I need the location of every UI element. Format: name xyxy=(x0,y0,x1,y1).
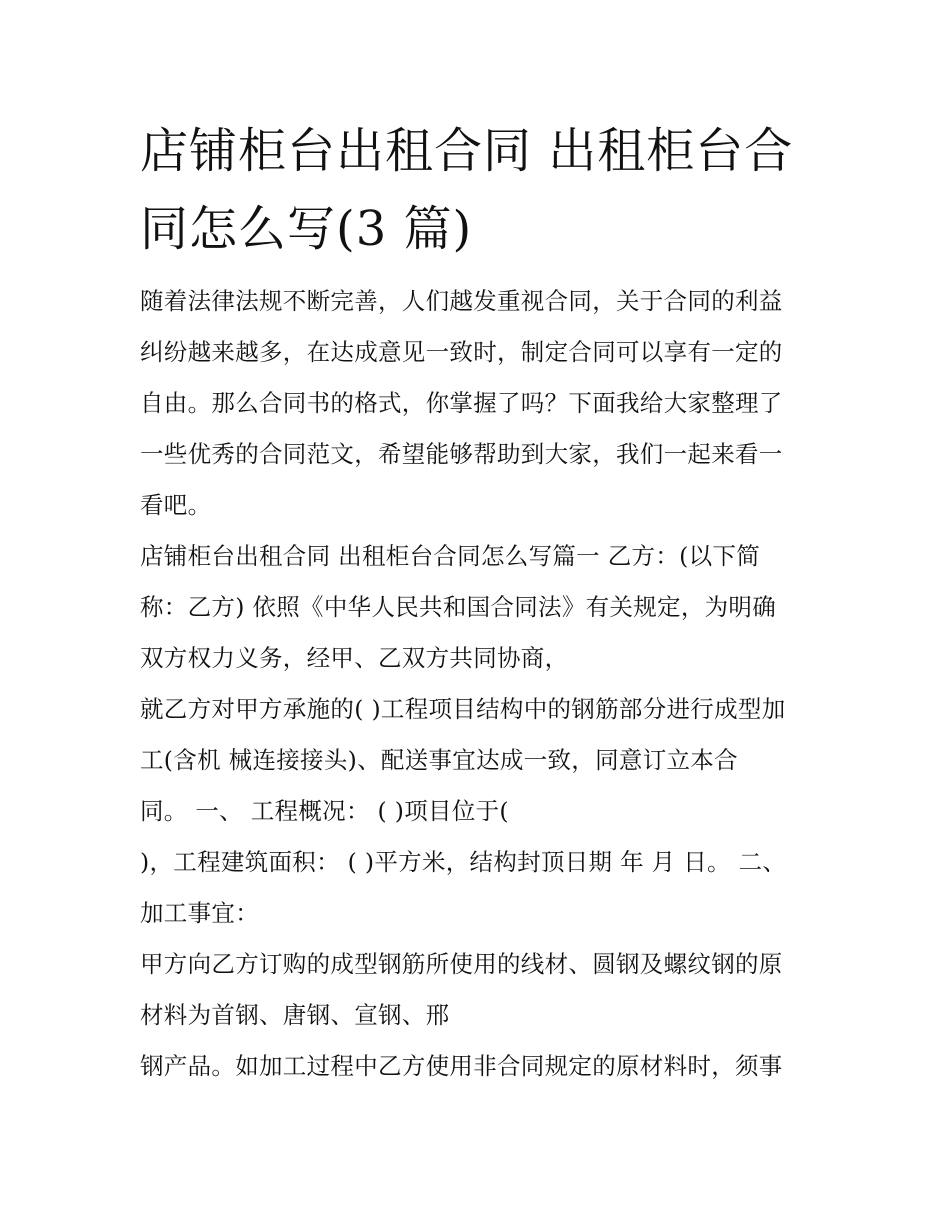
body-line: 同。 一、 工程概况： ( )项目位于( xyxy=(140,797,509,825)
body-line: 就乙方对甲方承施的( )工程项目结构中的钢筋部分进行成型加 xyxy=(140,695,786,723)
document-title xyxy=(140,112,830,268)
body-line: 纠纷越来越多，在达成意见一致时，制定合同可以享有一定的 xyxy=(140,338,783,366)
body-line: 甲方向乙方订购的成型钢筋所使用的线材、圆钢及螺纹钢的原 xyxy=(140,950,783,978)
body-line: 钢产品。如加工过程中乙方使用非合同规定的原材料时，须事 xyxy=(140,1052,783,1080)
document-body xyxy=(140,276,830,1092)
body-line: 一些优秀的合同范文，希望能够帮助到大家，我们一起来看一 xyxy=(140,440,783,468)
body-line: 工(含机 械连接接头)、配送事宜达成一致，同意订立本合 xyxy=(140,746,738,774)
body-line: 看吧。 xyxy=(140,491,212,519)
title-line: 店铺柜台出租合同 出租柜台合 xyxy=(140,123,794,179)
body-line: 自由。那么合同书的格式，你掌握了吗？下面我给大家整理了 xyxy=(140,389,783,417)
body-line: 材料为首钢、唐钢、宣钢、邢 xyxy=(140,1001,450,1029)
body-line: 加工事宜： xyxy=(140,899,259,927)
body-line: 店铺柜台出租合同 出租柜台合同怎么写篇一 乙方：(以下简 xyxy=(140,542,761,570)
body-line: 双方权力义务，经甲、乙双方共同协商， xyxy=(140,644,569,672)
body-line: 称：乙方) 依照《中华人民共和国合同法》有关规定，为明确 xyxy=(140,593,777,621)
title-line: 同怎么写(3 篇) xyxy=(140,201,473,257)
body-line: 随着法律法规不断完善，人们越发重视合同，关于合同的利益 xyxy=(140,287,783,315)
body-line: )，工程建筑面积： ( )平方米，结构封顶日期 年 月 日。 二、 xyxy=(140,848,787,876)
